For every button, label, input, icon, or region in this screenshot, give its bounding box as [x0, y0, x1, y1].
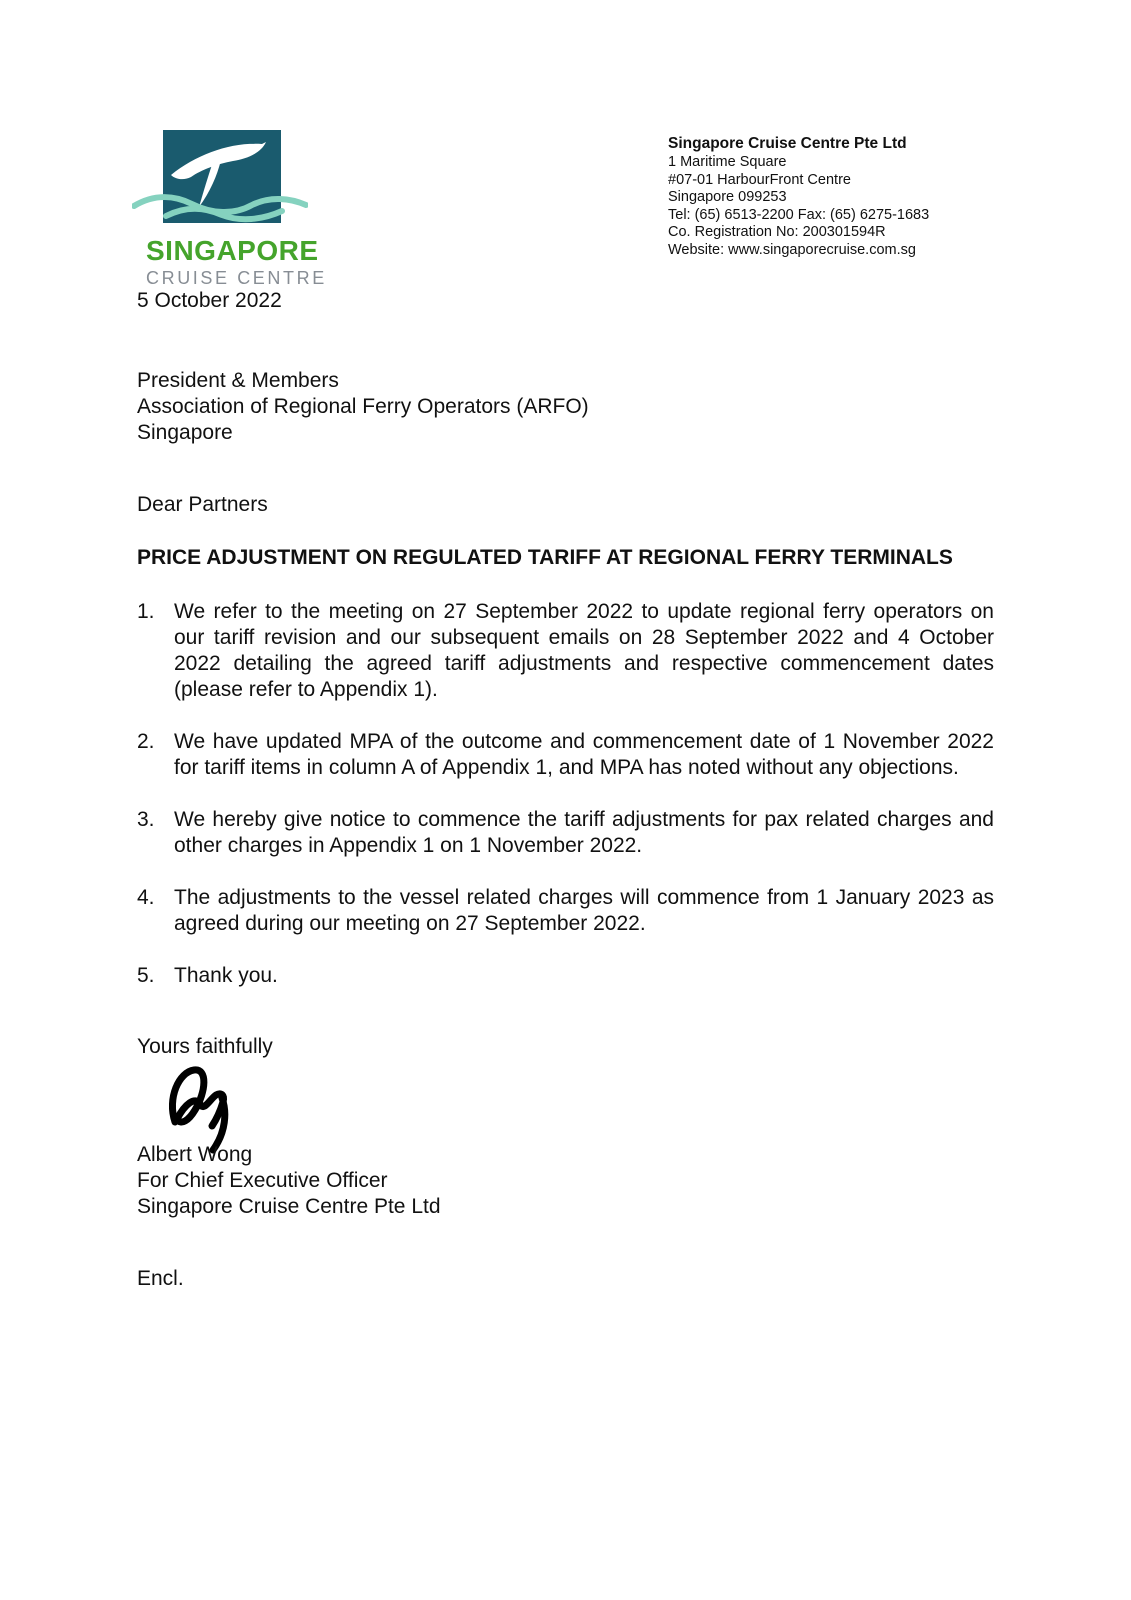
salutation: Dear Partners	[137, 493, 268, 516]
letterhead-info	[668, 134, 998, 259]
paragraph-number: 5.	[137, 964, 155, 987]
recipient-line: Association of Regional Ferry Operators (ARFO)	[137, 395, 589, 418]
logo-wordmark-singapore: SINGAPORE	[146, 235, 319, 266]
letter-date: 5 October 2022	[137, 289, 282, 312]
enclosure-note: Encl.	[137, 1267, 184, 1290]
logo-wordmark-cruise-centre: CRUISE CENTRE	[146, 268, 327, 288]
company-logo	[146, 130, 327, 289]
signature	[161, 1062, 994, 1142]
paragraph-number: 3.	[137, 808, 155, 831]
letterhead-address-line: #07-01 HarbourFront Centre	[668, 171, 851, 188]
paragraph-text: The adjustments to the vessel related charges will commence from 1 January 2023 as agreed during our meeting on 27 September 2022.	[174, 886, 994, 935]
letterhead-website-line: Website: www.singaporecruise.com.sg	[668, 241, 916, 258]
paragraph-number: 4.	[137, 886, 155, 909]
signature-scribble	[161, 1062, 281, 1154]
letterhead-address-line: Singapore 099253	[668, 189, 787, 205]
paragraph-list	[137, 599, 994, 989]
closing-valediction: Yours faithfully	[137, 1035, 273, 1058]
paragraph-item	[137, 963, 994, 989]
paragraph-item	[137, 885, 994, 937]
letterhead	[137, 0, 994, 288]
recipient-line: Singapore	[137, 421, 233, 444]
letterhead-phone-line: Tel: (65) 6513-2200 Fax: (65) 6275-1683	[668, 206, 930, 223]
signer-title: For Chief Executive Officer	[137, 1169, 388, 1192]
letterhead-registration-line: Co. Registration No: 200301594R	[668, 224, 886, 240]
paragraph-item	[137, 729, 994, 781]
paragraph-text: We refer to the meeting on 27 September 2022 to update regional ferry operators on our tariff revision and our subsequent emails on 28 September 2022 and 4 October 2022 detailing the agreed tariff adjustments and respective commencement dates (please refer to Appendix 1).	[174, 600, 994, 701]
letterhead-company-name: Singapore Cruise Centre Pte Ltd	[668, 135, 907, 152]
paragraph-number: 2.	[137, 730, 155, 753]
subject-line: PRICE ADJUSTMENT ON REGULATED TARIFF AT REGIONAL FERRY TERMINALS	[137, 546, 953, 569]
paragraph-number: 1.	[137, 600, 155, 623]
paragraph-item	[137, 807, 994, 859]
signer-company: Singapore Cruise Centre Pte Ltd	[137, 1195, 441, 1218]
paragraph-text: Thank you.	[174, 964, 278, 987]
letterhead-address-line: 1 Maritime Square	[668, 154, 787, 170]
logo-art	[146, 130, 321, 229]
signer-name: Albert Wong	[137, 1143, 253, 1166]
recipient-block	[137, 368, 994, 446]
paragraph-text: We have updated MPA of the outcome and commencement date of 1 November 2022 for tariff items in column A of Appendix 1, and MPA has noted without any objections.	[174, 730, 994, 779]
recipient-line: President & Members	[137, 369, 339, 392]
paragraph-text: We hereby give notice to commence the tariff adjustments for pax related charges and other charges in Appendix 1 on 1 November 2022.	[174, 808, 994, 857]
paragraph-item	[137, 599, 994, 703]
wave-icon	[132, 188, 308, 226]
